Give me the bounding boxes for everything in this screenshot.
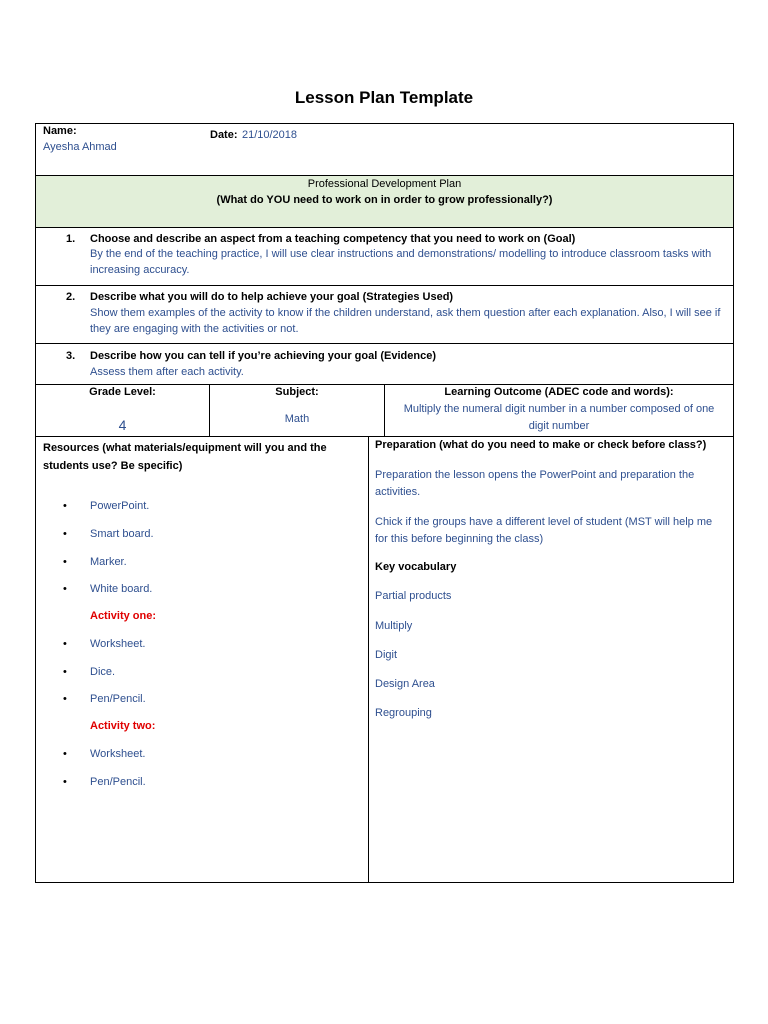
item-question: Choose and describe an aspect from a teaching competency that you need to work on (Goal) [90,233,576,245]
list-item [36,666,369,684]
item-answer: By the end of the teaching practice, I will use clear instructions and demonstrations/ modelling to introduce classroom tasks with increasing accuracy. [90,248,712,276]
item-number: 1. [66,233,76,245]
vocab-item: Design Area [375,678,435,690]
list-item [36,720,369,738]
date-value: 21/10/2018 [241,129,298,141]
resources-heading: Resources (what materials/equipment will you and the students use? Be specific) [43,442,327,472]
outcome-label: Learning Outcome (ADEC code and words): [444,386,674,398]
bullet: • [63,500,67,512]
page-title: Lesson Plan Template [294,88,474,107]
key-vocabulary-heading: Key vocabulary [375,561,457,573]
list-item [36,776,369,794]
subject-label: Subject: [275,386,319,398]
bullet: • [63,638,67,650]
resource-text: Pen/Pencil. [90,693,146,705]
lesson-plan-table [35,123,734,883]
vocab-item: Partial products [375,590,452,602]
preparation-heading: Preparation (what do you need to make or check before class?) [375,439,707,451]
resources-column [36,437,369,882]
list-item [36,583,369,601]
resource-text: PowerPoint. [90,500,150,512]
vocab-item: Digit [375,649,398,661]
activity-label: Activity two: [90,720,156,732]
name-value: Ayesha Ahmad [43,141,117,153]
grade-subject-row [36,385,733,437]
pd-plan-title: Professional Development Plan [307,178,462,190]
date-field [210,125,297,143]
subject-value: Math [284,413,310,425]
outcome-cell [385,385,733,436]
resource-text: White board. [90,583,153,595]
list-item [36,556,369,574]
resources-preparation-row [36,437,733,882]
grade-label: Grade Level: [89,386,156,398]
bullet: • [63,583,67,595]
preparation-column [369,437,733,882]
item-question: Describe what you will do to help achieve your goal (Strategies Used) [90,291,454,303]
list-item [36,693,369,711]
outcome-value: Multiply the numeral digit number in a number composed of one digit number [403,403,715,432]
vocab-item: Multiply [375,620,413,632]
resource-text: Marker. [90,556,127,568]
item-answer: Assess them after each activity. [90,366,244,378]
goal-section [36,228,733,286]
list-item [36,610,369,628]
name-date-row [36,124,733,176]
bullet: • [63,748,67,760]
bullet: • [63,693,67,705]
bullet: • [63,666,67,678]
list-item [36,748,369,766]
subject-cell [210,385,385,436]
bullet: • [63,776,67,788]
preparation-check-text: Chick if the groups have a different level of student (MST will help me for this before beginning the class) [375,516,713,545]
item-number: 3. [66,350,76,362]
resource-text: Pen/Pencil. [90,776,146,788]
item-question: Describe how you can tell if you’re achieving your goal (Evidence) [90,350,436,362]
resource-text: Worksheet. [90,638,146,650]
item-number: 2. [66,291,76,303]
preparation-text: Preparation the lesson opens the PowerPoint and preparation the activities. [375,469,695,498]
resource-text: Smart board. [90,528,154,540]
name-label: Name: [43,125,77,137]
vocab-item: Regrouping [375,707,432,719]
bullet: • [63,528,67,540]
list-item [36,500,369,518]
list-item [36,638,369,656]
evidence-section [36,344,733,385]
item-answer: Show them examples of the activity to know if the children understand, ask them question after each explanation. Also, I will see if they are engaging with the activities or not. [90,307,721,335]
resource-text: Dice. [90,666,116,678]
activity-label: Activity one: [90,610,157,622]
bullet: • [63,556,67,568]
list-item [36,528,369,546]
resource-text: Worksheet. [90,748,146,760]
strategies-section [36,286,733,344]
pd-plan-header [36,176,733,228]
grade-cell [36,385,210,436]
date-label: Date: [210,129,238,141]
grade-value: 4 [118,417,127,433]
pd-plan-subtitle: (What do YOU need to work on in order to grow professionally?) [216,194,553,206]
